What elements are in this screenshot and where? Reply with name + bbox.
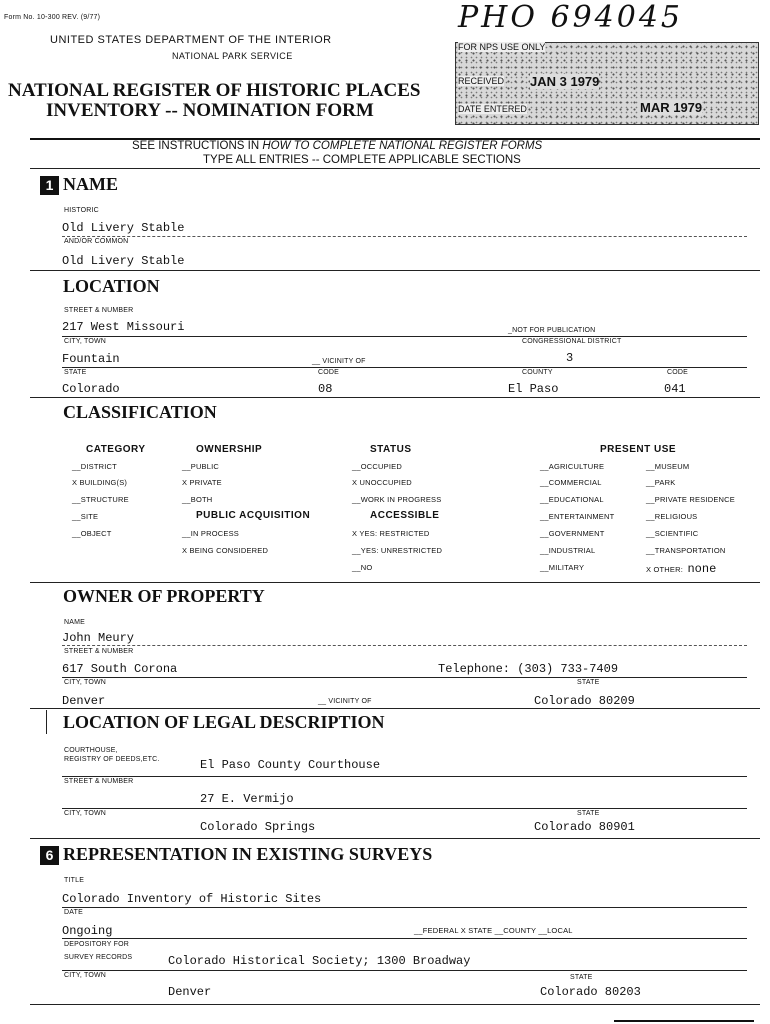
acquisition-being-considered: X BEING CONSIDERED [182, 546, 269, 555]
accessible-no: __NO [352, 563, 373, 572]
historic-name-value: Old Livery Stable [62, 221, 185, 235]
use-park: __PARK [646, 478, 676, 487]
category-buildings: X BUILDING(S) [72, 478, 128, 487]
use-industrial: __INDUSTRIAL [540, 546, 596, 555]
legal-street-value: 27 E. Vermijo [200, 792, 294, 806]
courthouse-label: COURTHOUSE, [64, 747, 118, 754]
owner-street-label: STREET & NUMBER [64, 648, 134, 655]
handwritten-reference-number: PHO 694045 [458, 0, 683, 35]
legal-street-label: STREET & NUMBER [64, 778, 134, 785]
courthouse-value: El Paso County Courthouse [200, 758, 381, 772]
use-scientific: __SCIENTIFIC [646, 529, 699, 538]
use-transportation: __TRANSPORTATION [646, 546, 726, 555]
status-unoccupied: X UNOCCUPIED [352, 478, 412, 487]
survey-level-checkboxes: __FEDERAL X STATE __COUNTY __LOCAL [414, 926, 573, 935]
survey-title-label: TITLE [64, 877, 85, 884]
survey-city-value: Denver [168, 985, 212, 999]
use-museum: __MUSEUM [646, 462, 690, 471]
location-state-code-label: CODE [318, 369, 340, 376]
location-county-value: El Paso [508, 382, 559, 396]
section-heading-name: NAME [63, 174, 118, 194]
survey-date-label: DATE [64, 909, 83, 916]
ownership-both: __BOTH [182, 495, 213, 504]
use-private-residence: __PRIVATE RESIDENCE [646, 495, 735, 504]
owner-name-value: John Meury [62, 631, 135, 645]
location-county-code-label: CODE [667, 369, 689, 376]
service-name: NATIONAL PARK SERVICE [172, 51, 293, 61]
accessible-restricted: X YES: RESTRICTED [352, 529, 430, 538]
registry-label: REGISTRY OF DEEDS,ETC. [64, 756, 160, 763]
owner-telephone: Telephone: (303) 733-7409 [438, 662, 619, 676]
use-military: __MILITARY [540, 563, 585, 572]
owner-state-label: STATE [577, 679, 600, 686]
common-name-value: Old Livery Stable [62, 254, 185, 268]
location-vicinity-checkbox: __ VICINITY OF [312, 358, 366, 365]
nps-use-only-label: FOR NPS USE ONLY [458, 42, 546, 52]
owner-vicinity-checkbox: __ VICINITY OF [318, 698, 372, 705]
common-name-label: AND/OR COMMON [64, 238, 129, 245]
ownership-private: X PRIVATE [182, 478, 222, 487]
survey-title-value: Colorado Inventory of Historic Sites [62, 892, 322, 906]
status-heading: STATUS [370, 444, 412, 455]
legal-state-label: STATE [577, 810, 600, 817]
received-label: RECEIVED [458, 76, 505, 86]
section-heading-legal-description: LOCATION OF LEGAL DESCRIPTION [63, 712, 385, 732]
owner-state-value: Colorado 80209 [534, 694, 635, 708]
present-use-heading: PRESENT USE [600, 444, 677, 455]
location-street-value: 217 West Missouri [62, 320, 185, 334]
date-entered-stamp: MAR 1979 [640, 100, 703, 115]
acquisition-in-process: __IN PROCESS [182, 529, 240, 538]
category-structure: __STRUCTURE [72, 495, 129, 504]
use-commercial: __COMMERCIAL [540, 478, 602, 487]
owner-street-value: 617 South Corona [62, 662, 178, 676]
use-other-value: none [687, 562, 717, 576]
accessible-heading: ACCESSIBLE [370, 510, 440, 521]
legal-city-value: Colorado Springs [200, 820, 316, 834]
owner-city-value: Denver [62, 694, 106, 708]
category-heading: CATEGORY [86, 444, 146, 455]
use-agriculture: __AGRICULTURE [540, 462, 605, 471]
use-religious: __RELIGIOUS [646, 512, 698, 521]
section-number-1: 1 [40, 176, 59, 195]
not-for-publication-checkbox: _NOT FOR PUBLICATION [508, 327, 596, 334]
depository-label-line2: SURVEY RECORDS [64, 954, 133, 961]
section-heading-surveys: REPRESENTATION IN EXISTING SURVEYS [63, 844, 433, 864]
public-acquisition-heading: PUBLIC ACQUISITION [196, 510, 311, 521]
location-city-value: Fountain [62, 352, 120, 366]
category-district: __DISTRICT [72, 462, 117, 471]
use-entertainment: __ENTERTAINMENT [540, 512, 615, 521]
location-city-label: CITY, TOWN [64, 338, 107, 345]
form-title-line1: NATIONAL REGISTER OF HISTORIC PLACES [8, 80, 421, 101]
use-government: __GOVERNMENT [540, 529, 605, 538]
congressional-district-value: 3 [566, 351, 574, 365]
category-site: __SITE [72, 512, 99, 521]
depository-value: Colorado Historical Society; 1300 Broadway [168, 954, 471, 968]
instructions-line1: SEE INSTRUCTIONS IN HOW TO COMPLETE NATIONAL REGISTER FORMS [132, 140, 543, 152]
congressional-district-label: CONGRESSIONAL DISTRICT [522, 338, 622, 345]
status-work-in-progress: __WORK IN PROGRESS [352, 495, 442, 504]
section-number-6: 6 [40, 846, 59, 865]
section-heading-classification: CLASSIFICATION [63, 402, 217, 422]
survey-city-label: CITY, TOWN [64, 972, 107, 979]
legal-state-value: Colorado 80901 [534, 820, 635, 834]
owner-city-label: CITY, TOWN [64, 679, 107, 686]
accessible-unrestricted: __YES: UNRESTRICTED [352, 546, 443, 555]
category-object: __OBJECT [72, 529, 112, 538]
use-other: X OTHER: none [646, 562, 717, 576]
ownership-public: __PUBLIC [182, 462, 220, 471]
form-number: Form No. 10-300 REV. (9/77) [4, 14, 101, 21]
survey-state-label: STATE [570, 974, 593, 981]
ownership-heading: OWNERSHIP [196, 444, 263, 455]
date-entered-label: DATE ENTERED [458, 104, 527, 114]
instructions-line2: TYPE ALL ENTRIES -- COMPLETE APPLICABLE SECTIONS [203, 154, 521, 166]
section-heading-location: LOCATION [63, 276, 160, 296]
location-county-code-value: 041 [664, 382, 686, 396]
status-occupied: __OCCUPIED [352, 462, 402, 471]
agency-name: UNITED STATES DEPARTMENT OF THE INTERIOR [50, 34, 332, 46]
survey-state-value: Colorado 80203 [540, 985, 641, 999]
survey-date-value: Ongoing [62, 924, 113, 938]
location-street-label: STREET & NUMBER [64, 307, 134, 314]
location-state-value: Colorado [62, 382, 120, 396]
received-date-stamp: JAN 3 1979 [530, 74, 600, 89]
legal-city-label: CITY, TOWN [64, 810, 107, 817]
historic-label: HISTORIC [64, 207, 99, 214]
location-state-label: STATE [64, 369, 87, 376]
form-title-line2: INVENTORY -- NOMINATION FORM [46, 100, 374, 121]
owner-name-label: NAME [64, 619, 86, 626]
location-state-code-value: 08 [318, 382, 333, 396]
depository-label-line1: DEPOSITORY FOR [64, 941, 130, 948]
location-county-label: COUNTY [522, 369, 553, 376]
section-heading-owner: OWNER OF PROPERTY [63, 586, 265, 606]
use-educational: __EDUCATIONAL [540, 495, 604, 504]
